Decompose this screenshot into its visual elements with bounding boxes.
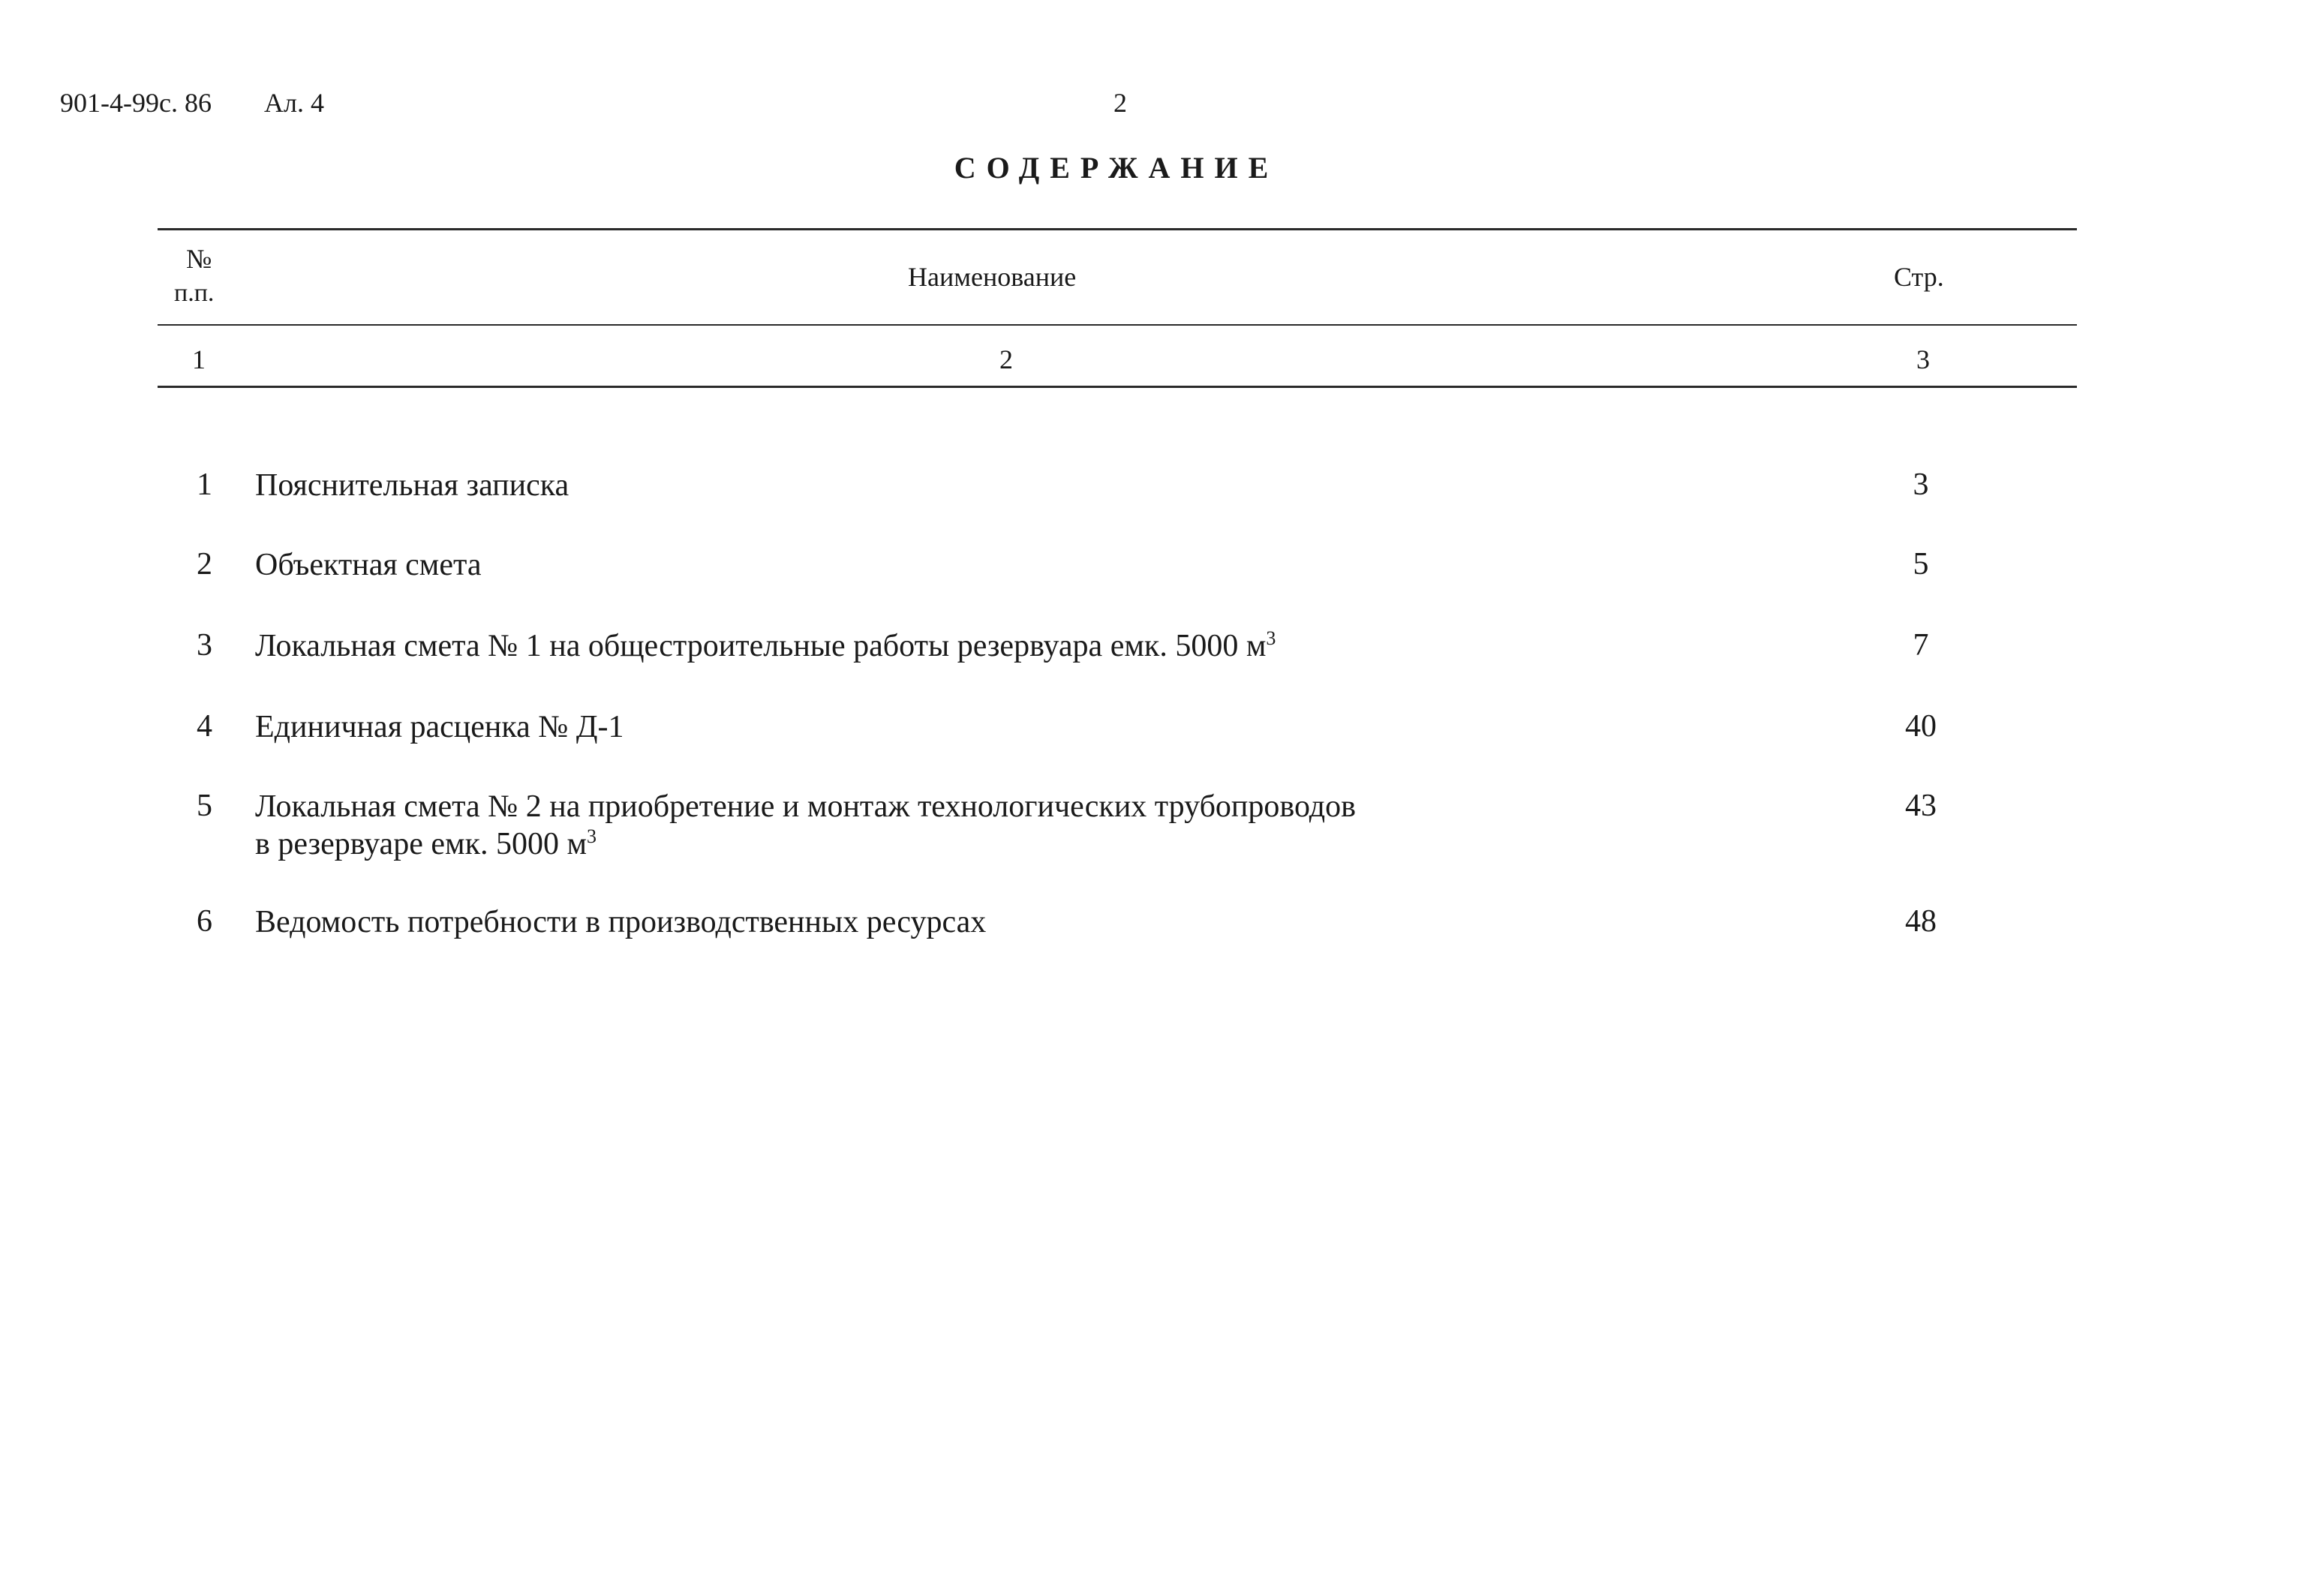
row-title: Пояснительная записка: [255, 468, 569, 503]
row-number: 3: [197, 628, 212, 663]
row-title: [255, 627, 1546, 665]
row-title: [255, 788, 1546, 863]
row-number: 4: [197, 709, 212, 744]
row-page: 40: [1905, 709, 1937, 744]
page-number: 2: [1113, 88, 1127, 118]
row-number: 6: [197, 904, 212, 939]
row-page: 43: [1905, 789, 1937, 823]
column-index-2: 2: [999, 344, 1013, 374]
table-top-rule: [158, 228, 2077, 230]
row-page: 7: [1913, 628, 1929, 663]
column-index-3: 3: [1916, 344, 1930, 374]
superscript: 3: [587, 825, 597, 847]
row-title: Объектная смета: [255, 548, 482, 582]
row-page: 5: [1913, 547, 1929, 582]
row-title-line2-text: в резервуаре емк. 5000 м: [255, 827, 588, 861]
column-index-1: 1: [192, 344, 206, 374]
row-title-line1: Локальная смета № 2 на приобретение и монтаж технологических трубопроводов: [255, 789, 1356, 824]
row-title-line2: [255, 825, 1546, 863]
row-number: 5: [197, 789, 212, 823]
document-code: 901-4-99с. 86: [60, 88, 212, 118]
row-page: 3: [1913, 467, 1929, 502]
row-page: 48: [1905, 904, 1937, 939]
column-header-page: Стр.: [1894, 262, 1944, 292]
table-index-rule: [158, 386, 2077, 388]
superscript: 3: [1266, 627, 1276, 649]
row-title: Единичная расценка № Д-1: [255, 710, 624, 744]
row-number: 1: [197, 467, 212, 502]
column-header-name: Наименование: [908, 262, 1077, 292]
row-title: Ведомость потребности в производственных ресурсах: [255, 905, 987, 939]
table-header-rule: [158, 324, 2077, 326]
row-number: 2: [197, 547, 212, 582]
sheet-number: Ал. 4: [264, 88, 324, 118]
page-title: СОДЕРЖАНИЕ: [954, 151, 1279, 185]
row-title-text: Локальная смета № 1 на общестроительные работы резервуара емк. 5000 м: [255, 629, 1267, 663]
column-header-number-sub: п.п.: [174, 279, 215, 307]
column-header-number: №: [186, 244, 212, 274]
